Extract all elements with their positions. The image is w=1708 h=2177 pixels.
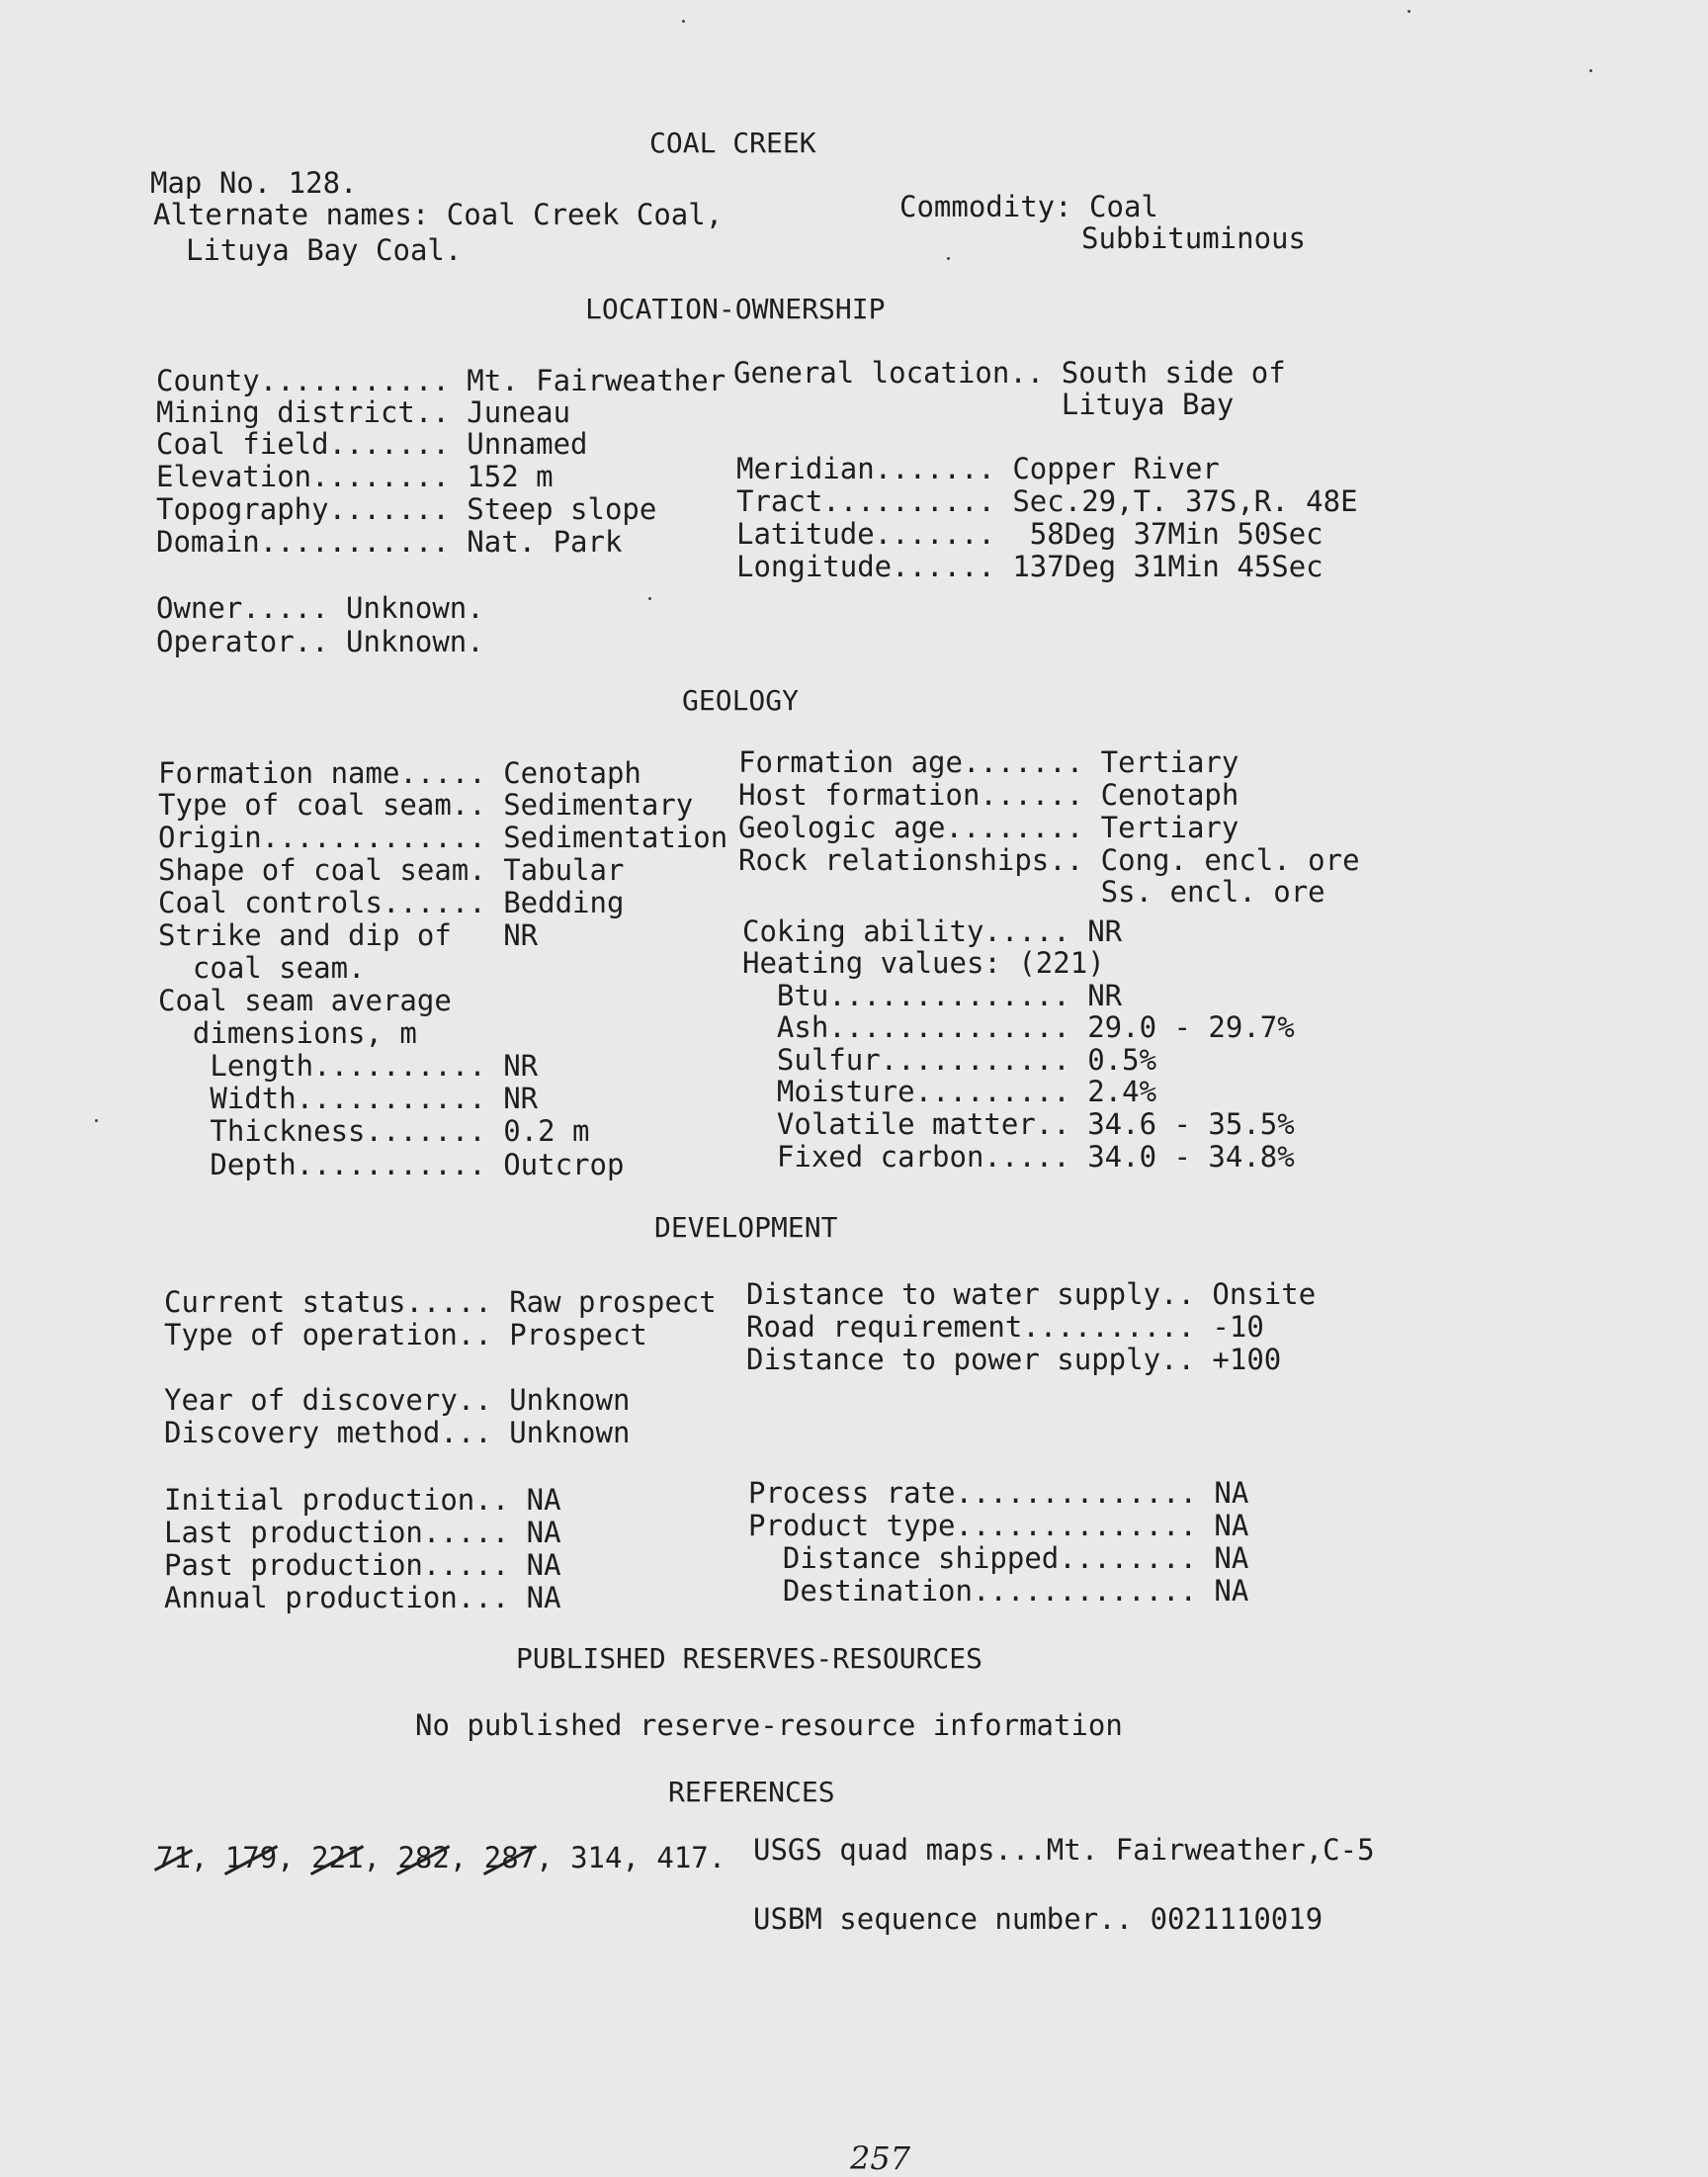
field-year-of-discovery: Year of discovery.. Unknown (164, 1383, 631, 1417)
field-origin: Origin............. Sedimentation (158, 821, 728, 854)
field-volatile-matter: Volatile matter.. 34.6 - 35.5% (742, 1107, 1295, 1141)
usbm-sequence-number: USBM sequence number.. 0021110019 (753, 1902, 1324, 1936)
field-thickness: Thickness....... 0.2 m (158, 1114, 590, 1148)
field-coal-seam-type: Type of coal seam.. Sedimentary (158, 788, 694, 822)
field-domain: Domain........... Nat. Park (156, 525, 623, 559)
reference-struck-5: 287 (483, 1841, 537, 1874)
field-discovery-method: Discovery method... Unknown (164, 1416, 631, 1449)
field-mining-district: Mining district.. Juneau (156, 395, 571, 429)
field-longitude: Longitude...... 137Deg 31Min 45Sec (736, 550, 1324, 583)
reserves-statement: No published reserve-resource information (415, 1708, 1123, 1742)
field-latitude: Latitude....... 58Deg 37Min 50Sec (736, 517, 1324, 551)
field-geologic-age: Geologic age........ Tertiary (738, 811, 1239, 844)
alternate-names-cont: Lituya Bay Coal. (186, 233, 463, 267)
document-title: COAL CREEK (649, 127, 816, 159)
field-coal-controls: Coal controls...... Bedding (158, 886, 625, 919)
reference-struck-3: 221 (311, 1841, 364, 1874)
map-number: Map No. 128. (150, 166, 358, 200)
field-past-production: Past production..... NA (164, 1548, 561, 1582)
field-coking-ability: Coking ability..... NR (742, 914, 1123, 948)
section-heading-reserves: PUBLISHED RESERVES-RESOURCES (516, 1642, 983, 1675)
field-formation-age: Formation age....... Tertiary (738, 745, 1239, 779)
field-heating-values: Heating values: (221) (742, 946, 1105, 980)
scan-speck (1408, 10, 1410, 13)
field-ash: Ash.............. 29.0 - 29.7% (742, 1010, 1295, 1044)
alternate-names: Alternate names: Coal Creek Coal, (153, 198, 724, 231)
field-owner: Owner..... Unknown. (156, 591, 484, 625)
field-current-status: Current status..... Raw prospect (164, 1285, 717, 1319)
field-county: County........... Mt. Fairweather (156, 364, 726, 397)
field-distance-shipped: Distance shipped........ NA (748, 1541, 1249, 1575)
section-heading-geology: GEOLOGY (682, 684, 800, 717)
commodity: Commodity: Coal (899, 190, 1158, 223)
field-moisture: Moisture......... 2.4% (742, 1075, 1157, 1108)
field-host-formation: Host formation...... Cenotaph (738, 778, 1239, 812)
scan-speck (648, 597, 651, 600)
field-rock-relationships: Rock relationships.. Cong. encl. ore (738, 843, 1360, 877)
page-number: 257 (850, 2139, 911, 2177)
field-coal-field: Coal field....... Unnamed (156, 427, 588, 461)
section-heading-development: DEVELOPMENT (654, 1211, 838, 1244)
field-length: Length.......... NR (158, 1049, 539, 1083)
reference-struck-1: 71 (156, 1841, 191, 1874)
reference-struck-4: 282 (397, 1841, 450, 1874)
field-operation-type: Type of operation.. Prospect (164, 1318, 647, 1351)
field-elevation: Elevation........ 152 m (156, 460, 554, 493)
field-initial-production: Initial production.. NA (164, 1483, 561, 1517)
field-seam-dimensions-cont: dimensions, m (158, 1016, 417, 1050)
field-water-supply-distance: Distance to water supply.. Onsite (746, 1277, 1317, 1311)
field-rock-relationships-cont: Ss. encl. ore (738, 875, 1325, 909)
field-general-location: General location.. South side of (733, 356, 1286, 390)
scan-speck (1589, 69, 1592, 72)
scan-speck (682, 20, 685, 23)
field-strike-dip-cont: coal seam. (158, 951, 366, 985)
field-operator: Operator.. Unknown. (156, 625, 484, 658)
field-seam-shape: Shape of coal seam. Tabular (158, 853, 625, 887)
field-depth: Depth........... Outcrop (158, 1148, 625, 1181)
scan-speck (947, 257, 950, 260)
reference-numbers: 71, 179, 221, 282, 287, 314, 417. (156, 1841, 726, 1874)
field-general-location-cont: Lituya Bay (733, 388, 1235, 421)
field-process-rate: Process rate.............. NA (748, 1476, 1249, 1510)
reference-list: 314, 417. (570, 1841, 726, 1874)
field-last-production: Last production..... NA (164, 1516, 561, 1549)
field-tract: Tract.......... Sec.29,T. 37S,R. 48E (736, 484, 1358, 518)
field-seam-dimensions: Coal seam average (158, 984, 452, 1017)
field-formation-name: Formation name..... Cenotaph (158, 756, 641, 790)
reference-struck-2: 179 (224, 1841, 278, 1874)
section-heading-location: LOCATION-OWNERSHIP (585, 293, 886, 325)
field-btu: Btu.............. NR (742, 979, 1123, 1012)
field-road-requirement: Road requirement.......... -10 (746, 1310, 1264, 1344)
scan-speck (95, 1119, 98, 1122)
commodity-type: Subbituminous (1081, 221, 1306, 255)
field-width: Width........... NR (158, 1082, 539, 1115)
field-annual-production: Annual production... NA (164, 1581, 561, 1614)
usgs-quad-maps: USGS quad maps...Mt. Fairweather,C-5 (753, 1833, 1375, 1867)
field-destination: Destination............. NA (748, 1574, 1249, 1608)
field-sulfur: Sulfur........... 0.5% (742, 1043, 1157, 1077)
field-power-supply-distance: Distance to power supply.. +100 (746, 1343, 1282, 1376)
section-heading-references: REFERENCES (668, 1776, 835, 1808)
field-product-type: Product type.............. NA (748, 1509, 1249, 1542)
field-topography: Topography....... Steep slope (156, 492, 657, 526)
field-meridian: Meridian....... Copper River (736, 452, 1220, 485)
field-strike-dip: Strike and dip of NR (158, 918, 539, 952)
field-fixed-carbon: Fixed carbon..... 34.0 - 34.8% (742, 1140, 1295, 1174)
